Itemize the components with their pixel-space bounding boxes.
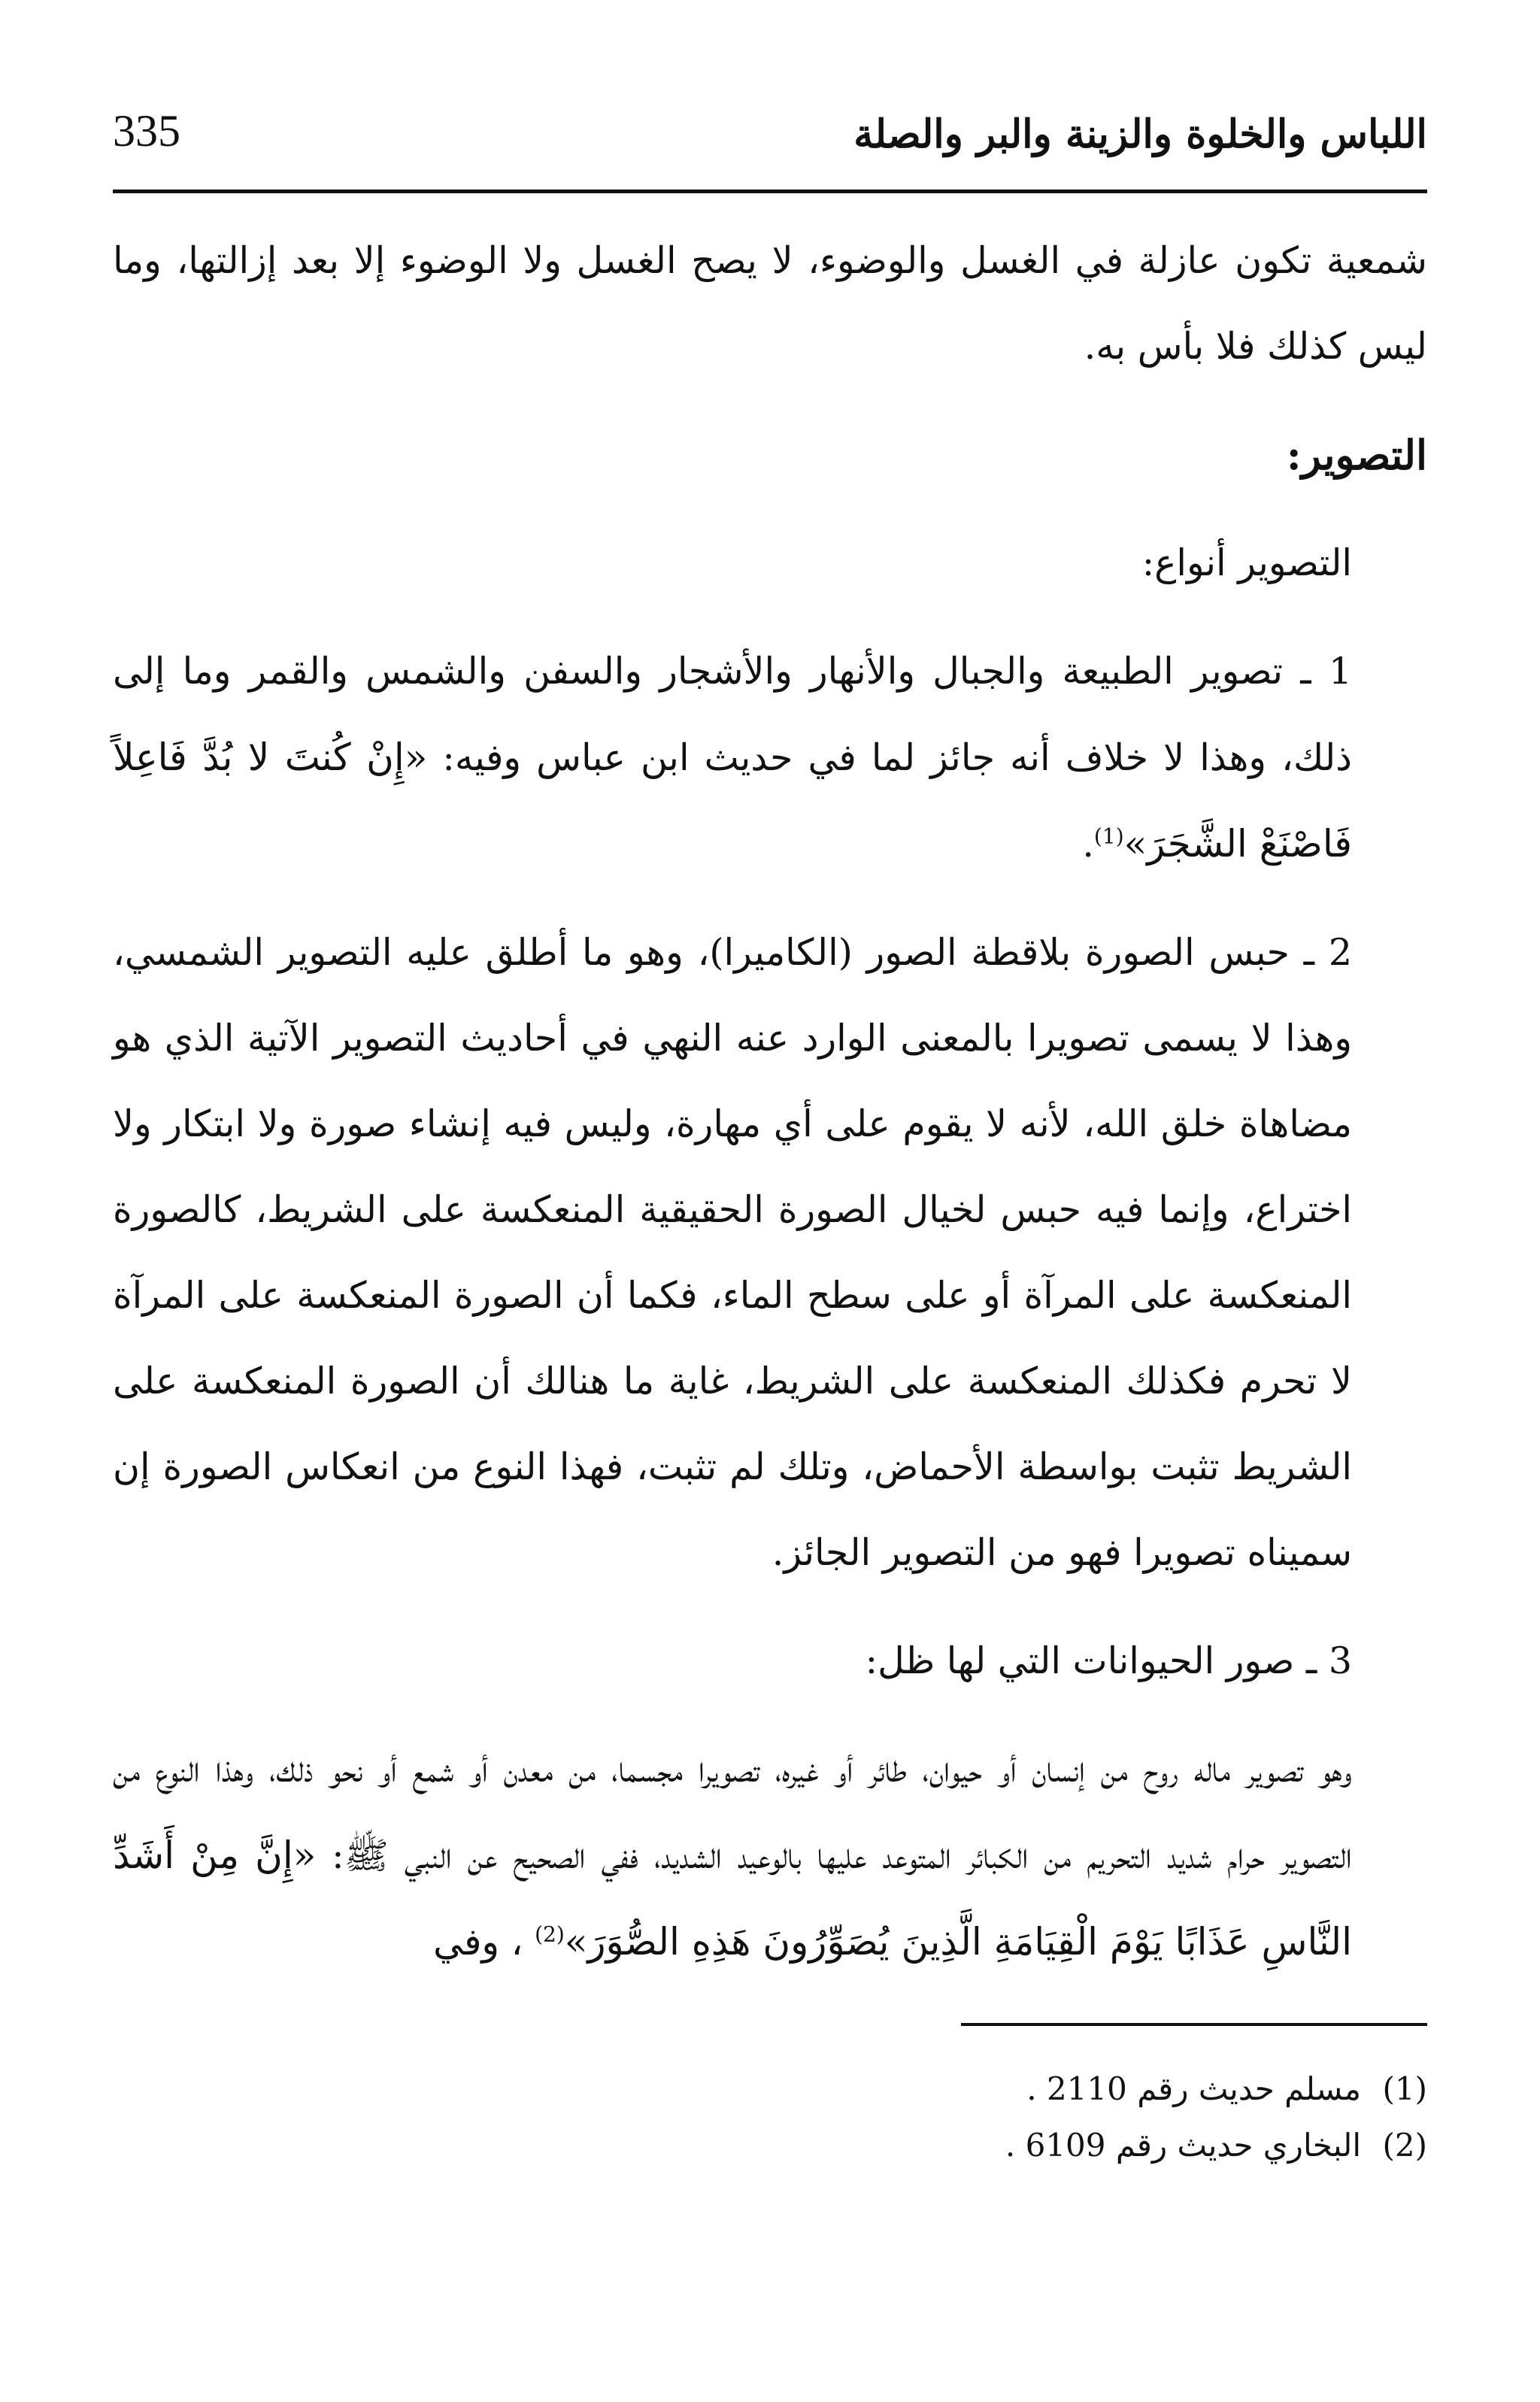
footnotes <box>113 2061 1427 2173</box>
running-title: اللباس والخلوة والزينة والبر والصلة <box>853 111 1427 157</box>
hadith-quote-2: «إِنَّ مِنْ أَشَدِّ النَّاسِ عَذَابًا يَوْمَ الْقِيَامَةِ الَّذِينَ يُصَوِّرُونَ هَذِهِ الصُّوَرَ» <box>113 1833 1352 1964</box>
list-item-1-end: . <box>1082 823 1094 866</box>
running-head <box>113 96 1427 171</box>
section-heading: التصوير: <box>1286 431 1427 479</box>
footnote-number: (2) <box>1382 2127 1427 2164</box>
footnote-ref-2: (2) <box>535 1921 565 1947</box>
body-text <box>113 218 1427 1985</box>
list-item-1-text: 1 ـ تصوير الطبيعة والجبال والأنهار والأشجار والسفن والشمس والقمر وما إلى ذلك، وهذا لا خلاف أنه جائز لما في حديث ابن عباس وفيه: <box>113 650 1352 779</box>
types-intro: التصوير أنواع: <box>1141 541 1352 584</box>
list-item-3: 3 ـ صور الحيوانات التي لها ظل: <box>865 1639 1352 1682</box>
footnote-1 <box>113 2061 1427 2117</box>
paragraph-continuation: شمعية تكون عازلة في الغسل والوضوء، لا يصح الغسل ولا الوضوء إلا بعد إزالتها، وما ليس كذلك فلا بأس به. <box>113 239 1427 368</box>
paragraph-last <box>113 1727 1427 1985</box>
footnote-ref-1: (1) <box>1093 823 1124 849</box>
list-item-2: 2 ـ حبس الصورة بلاقطة الصور (الكاميرا)، وهو ما أطلق عليه التصوير الشمسي، وهذا لا يسمى تصويرا بالمعنى الوارد عنه النهي في أحاديث التصوير الآتية الذي هو مضاهاة خلق الله، لأنه لا يقوم على أي مهارة، وليس فيه إنشاء صورة ولا ابتكار ولا اختراع، وإنما فيه حبس لخيال الصورة الحقيقية المنعكسة على الشريط، كالصورة المنعكسة على المرآة أو على سطح الماء، فكما أن الصورة المنعكسة على المرآة لا تحرم فكذلك المنعكسة على الشريط، غاية ما هنالك أن الصورة المنعكسة على الشريط تثبت بواسطة الأحماض، وتلك لم تثبت، فهذا النوع من انعكاس الصورة إن سميناه تصويرا فهو من التصوير الجائز. <box>113 931 1352 1574</box>
hadith-quote-1: «إِنْ كُنتَ لا بُدَّ فَاعِلاً فَاصْنَعْ الشَّجَرَ» <box>113 735 1352 866</box>
paragraph-last-text: وهو تصوير ماله روح من إنسان أو حيوان، طائر أو غيره، تصويرا مجسما، من معدن أو شمع أو نحو ذلك، وهذا النوع من التصوير حرام شديد التحريم من الكبائر المتوعد عليها بالوعيد الشديد، ففي الصحيح عن النبي ﷺ: <box>113 1748 1352 1877</box>
header-rule <box>113 190 1427 193</box>
footnote-text: مسلم حديث رقم 2110 . <box>1026 2070 1361 2107</box>
page-number: 335 <box>113 106 180 156</box>
footnote-2 <box>113 2117 1427 2173</box>
footnote-number: (1) <box>1382 2070 1427 2107</box>
footnote-rule <box>961 2023 1427 2026</box>
list-item-1 <box>113 629 1427 887</box>
paragraph-last-end: ، وفي <box>433 1921 523 1964</box>
footnote-text: البخاري حديث رقم 6109 . <box>1005 2127 1361 2164</box>
